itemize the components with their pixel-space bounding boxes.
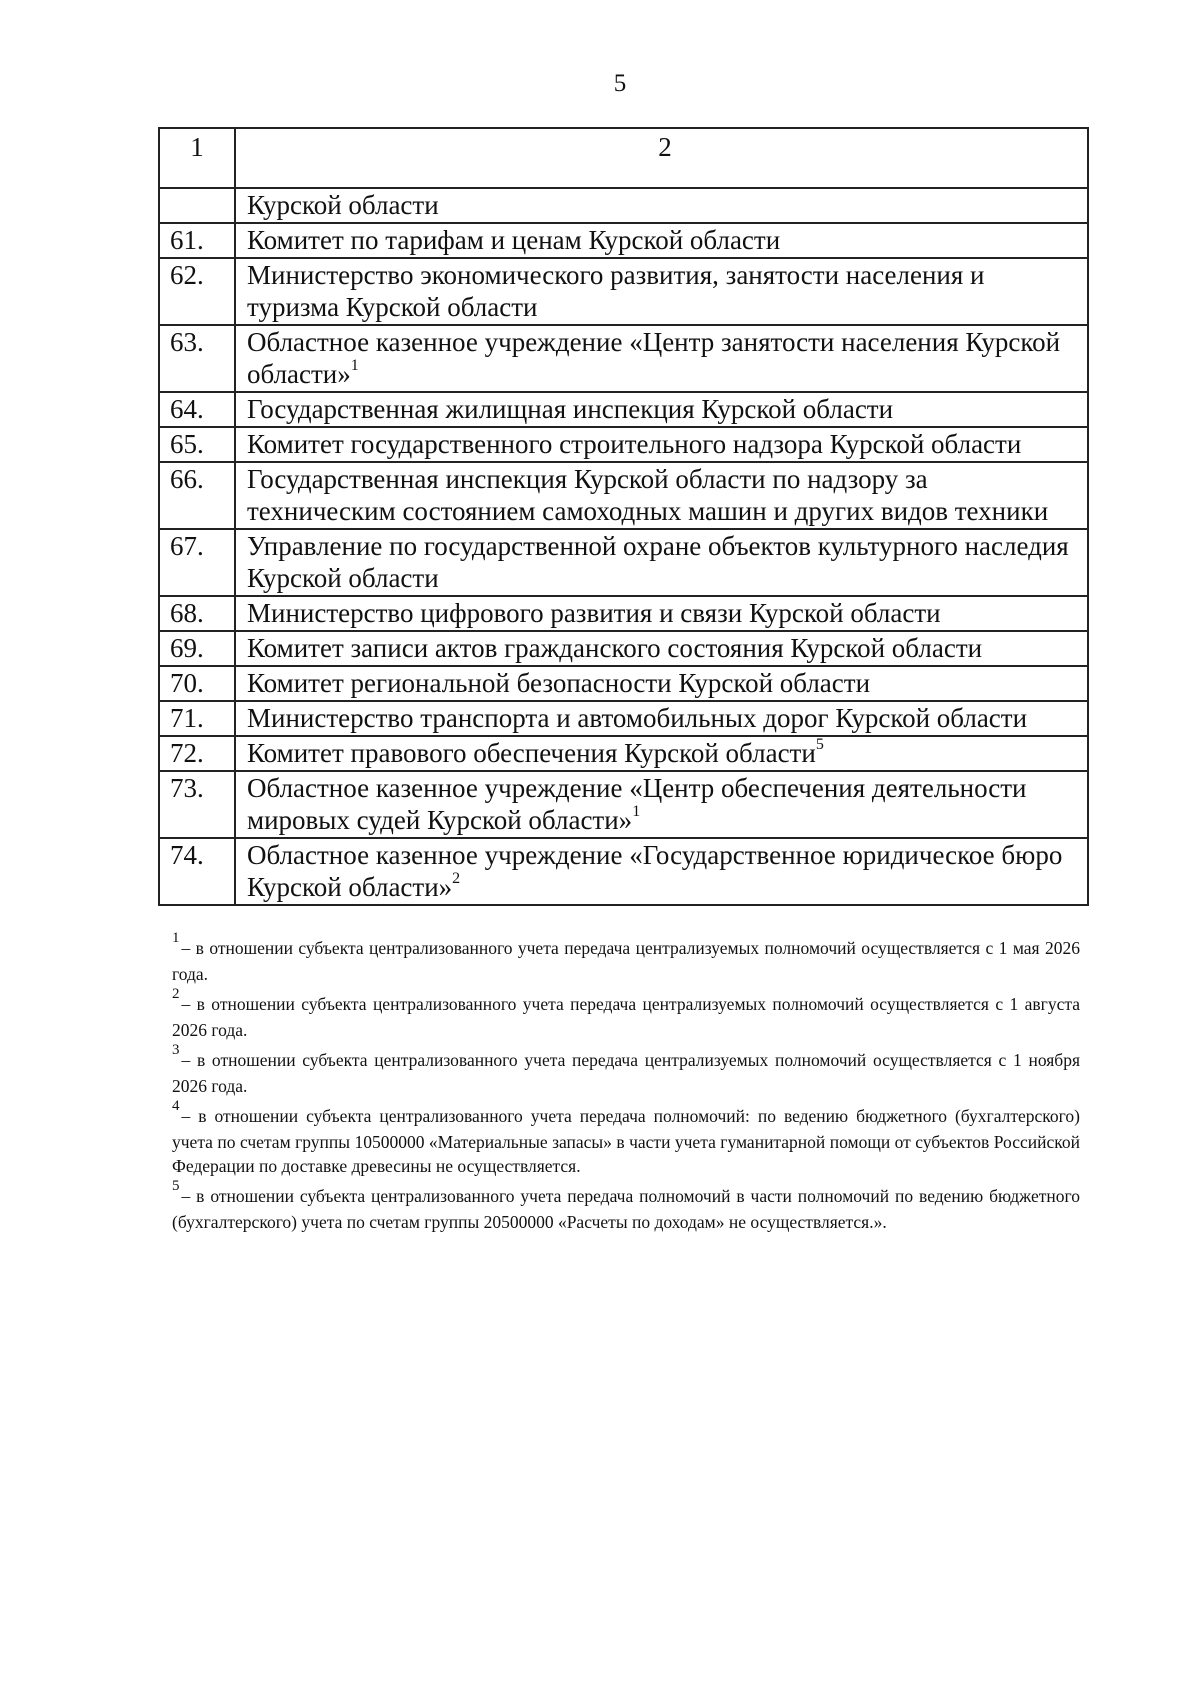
row-organization (235, 325, 1088, 392)
footnote-text: – в отношении субъекта централизованного учета передача централизуемых полномочий осуществляется с 1 августа 2026 года. (172, 994, 1080, 1040)
row-organization (235, 427, 1088, 462)
row-number: 63. (159, 325, 235, 392)
footnote-mark: 5 (172, 1178, 180, 1194)
footnote-mark: 4 (172, 1098, 180, 1114)
table-row (159, 325, 1088, 392)
table-row (159, 427, 1088, 462)
footnote-text: – в отношении субъекта централизованного учета передача централизуемых полномочий осуществляется с 1 мая 2026 года. (172, 938, 1080, 984)
header-col-2: 2 (235, 128, 1088, 188)
organization-name: Министерство цифрового развития и связи Курской области (247, 598, 941, 628)
organization-name: Комитет по тарифам и ценам Курской области (247, 225, 781, 255)
organization-name: Комитет государственного строительного надзора Курской области (247, 429, 1022, 459)
row-organization (235, 462, 1088, 529)
footnote-mark: 1 (172, 930, 180, 946)
organization-name: Курской области (247, 190, 439, 220)
row-organization (235, 596, 1088, 631)
table-row (159, 188, 1088, 223)
organization-name: Государственная жилищная инспекция Курской области (247, 394, 894, 424)
row-number (159, 188, 235, 223)
table-row (159, 701, 1088, 736)
footnote-text: – в отношении субъекта централизованного учета передача полномочий в части полномочий по ведению бюджетного (бухгалтерского) учета по счетам группы 20500000 «Расчеты по доходам» не осуществляется.». (172, 1186, 1080, 1232)
page-number: 5 (613, 70, 627, 97)
table-row (159, 666, 1088, 701)
row-organization (235, 529, 1088, 596)
row-organization (235, 188, 1088, 223)
footnote-reference: 1 (632, 803, 641, 820)
row-number: 71. (159, 701, 235, 736)
row-number: 66. (159, 462, 235, 529)
organization-name: Управление по государственной охране объектов культурного наследия Курской области (247, 531, 1069, 593)
table-row (159, 838, 1088, 905)
table-row (159, 736, 1088, 771)
footnotes (172, 930, 1080, 1240)
table-row (159, 462, 1088, 529)
footnote (172, 1042, 1080, 1098)
row-number: 61. (159, 223, 235, 258)
table-header-row (159, 128, 1088, 188)
organization-name: Областное казенное учреждение «Государственное юридическое бюро Курской области» (247, 840, 1063, 902)
row-number: 73. (159, 771, 235, 838)
organization-name: Комитет региональной безопасности Курской области (247, 668, 871, 698)
organization-name: Министерство транспорта и автомобильных дорог Курской области (247, 703, 1028, 733)
footnote (172, 930, 1080, 986)
registry-table (158, 127, 1089, 906)
row-number: 69. (159, 631, 235, 666)
row-number: 62. (159, 258, 235, 325)
organization-name: Комитет записи актов гражданского состояния Курской области (247, 633, 983, 663)
footnote-mark: 3 (172, 1042, 180, 1058)
row-organization (235, 666, 1088, 701)
footnote-reference: 5 (815, 736, 824, 753)
footnote (172, 1098, 1080, 1178)
row-organization (235, 838, 1088, 905)
table-row (159, 771, 1088, 838)
row-number: 65. (159, 427, 235, 462)
row-organization (235, 223, 1088, 258)
organization-name: Министерство экономического развития, занятости населения и туризма Курской области (247, 260, 985, 322)
footnote-text: – в отношении субъекта централизованного учета передача полномочий: по ведению бюджетного (бухгалтерского) учета по счетам группы 10500000 «Материальные запасы» в части учета гуманитарной помощи от субъектов Российской Федерации по доставке древесины не осуществляется. (172, 1106, 1080, 1176)
row-number: 74. (159, 838, 235, 905)
table-row (159, 529, 1088, 596)
footnote-mark: 2 (172, 986, 180, 1002)
organization-name: Комитет правового обеспечения Курской области (247, 738, 816, 768)
footnote-reference: 2 (452, 870, 461, 887)
table-row (159, 223, 1088, 258)
organization-name: Областное казенное учреждение «Центр занятости населения Курской области» (247, 327, 1061, 389)
row-number: 68. (159, 596, 235, 631)
row-organization (235, 701, 1088, 736)
row-organization (235, 392, 1088, 427)
row-organization (235, 771, 1088, 838)
row-organization (235, 258, 1088, 325)
row-organization (235, 631, 1088, 666)
organization-name: Областное казенное учреждение «Центр обеспечения деятельности мировых судей Курской области» (247, 773, 1027, 835)
row-number: 70. (159, 666, 235, 701)
header-col-1: 1 (159, 128, 235, 188)
organization-name: Государственная инспекция Курской области по надзору за техническим состоянием самоходных машин и других видов техники (247, 464, 1049, 526)
row-organization (235, 736, 1088, 771)
table-row (159, 258, 1088, 325)
table-row (159, 596, 1088, 631)
footnote (172, 1178, 1080, 1234)
footnote-text: – в отношении субъекта централизованного учета передача централизуемых полномочий осуществляется с 1 ноября 2026 года. (172, 1050, 1080, 1096)
row-number: 64. (159, 392, 235, 427)
table-row (159, 631, 1088, 666)
row-number: 67. (159, 529, 235, 596)
footnote (172, 986, 1080, 1042)
footnote-reference: 1 (350, 357, 359, 374)
table-row (159, 392, 1088, 427)
row-number: 72. (159, 736, 235, 771)
